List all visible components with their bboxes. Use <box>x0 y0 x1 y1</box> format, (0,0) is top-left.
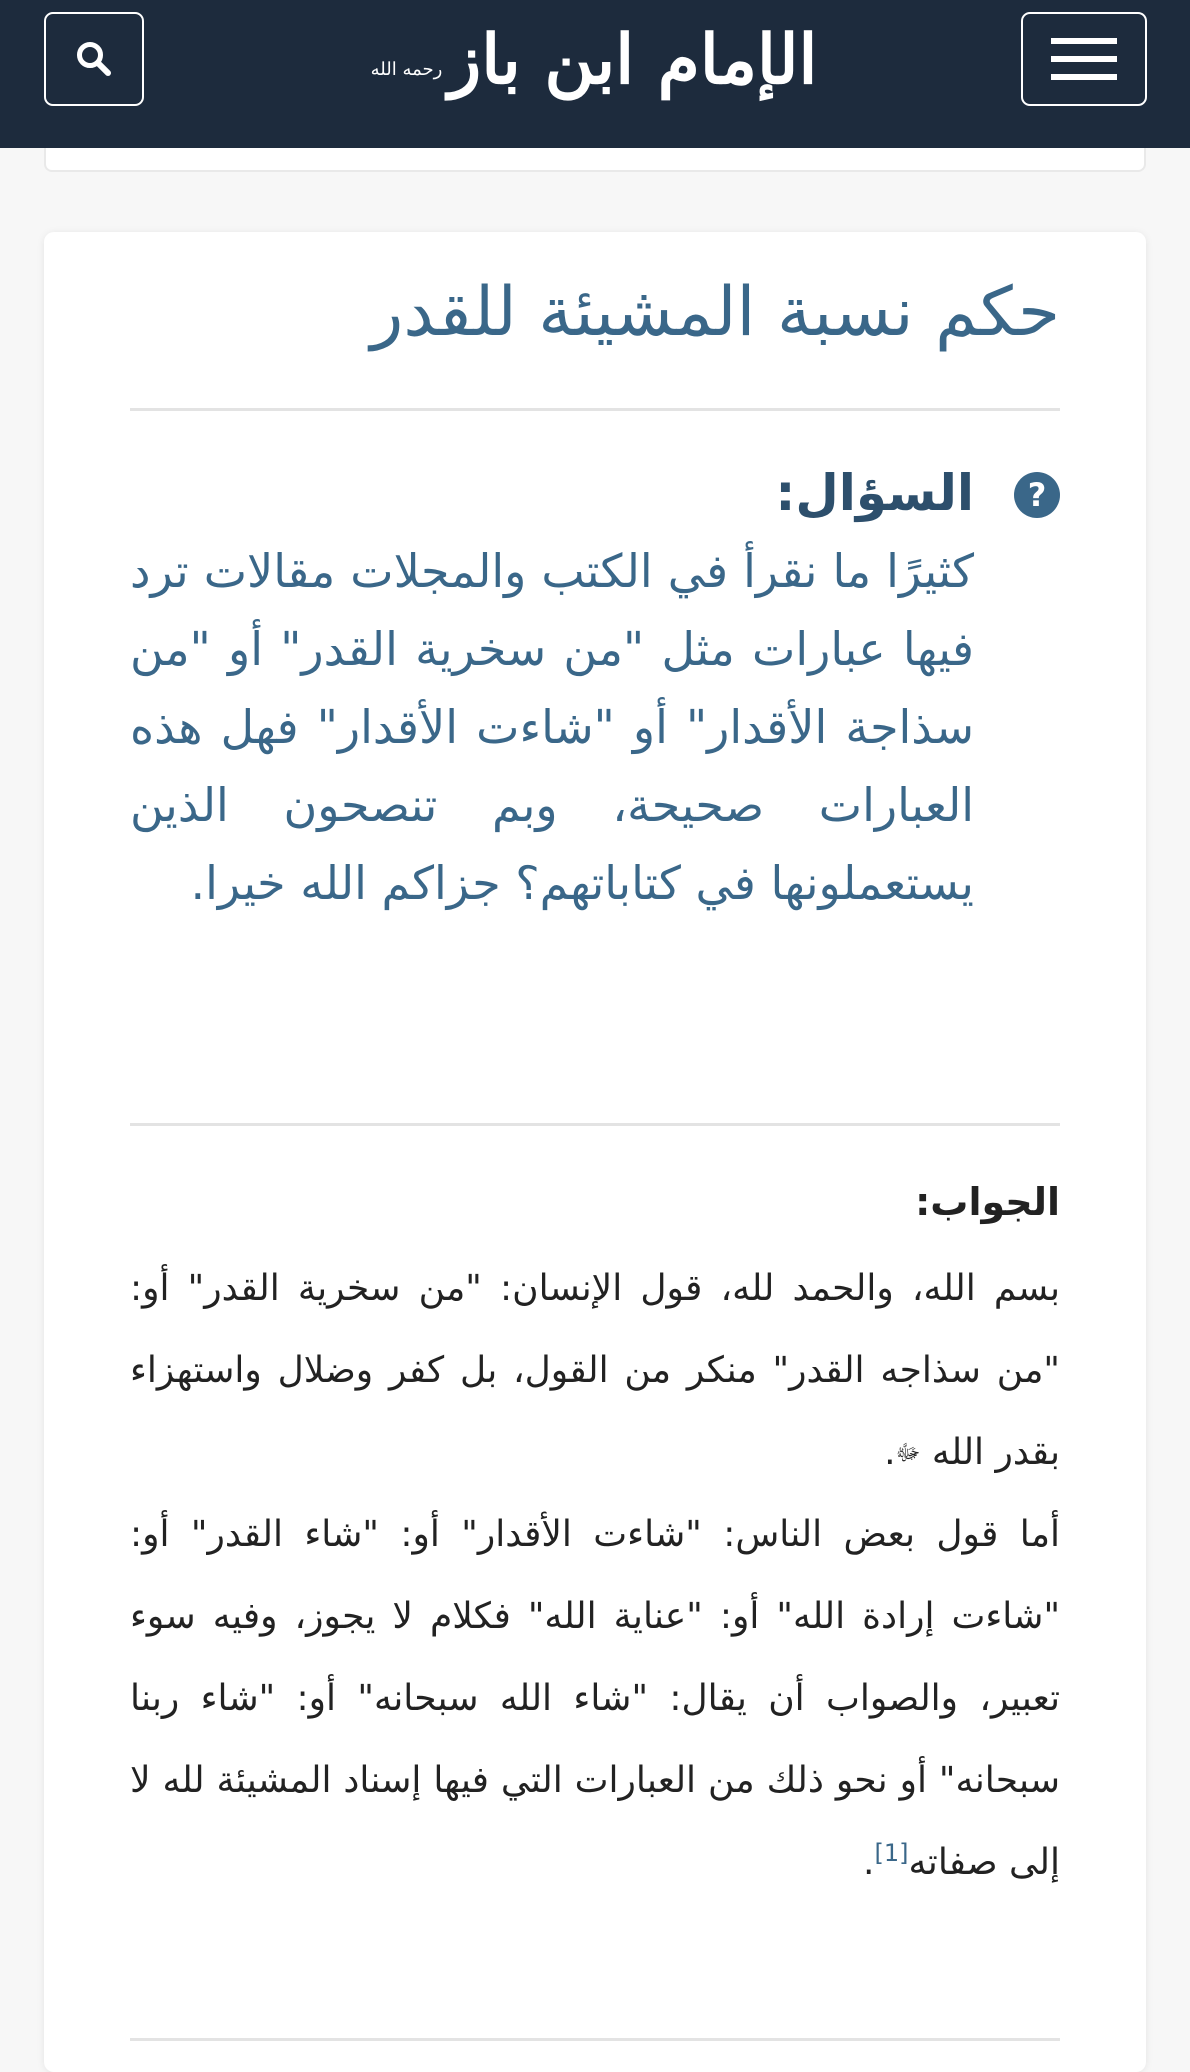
menu-button[interactable] <box>1021 12 1147 106</box>
answer-paragraph-2-text: أما قول بعض الناس: "شاءت الأقدار" أو: "شاء القدر" أو: "شاءت إرادة الله" أو: "عناية الله" فكلام لا يجوز، وفيه سوء تعبير، والصواب أن يقال: "شاء الله سبحانه" أو: "شاء ربنا سبحانه" أو نحو ذلك من العبارات التي فيها إسناد المشيئة لله لا إلى صفاته <box>130 1514 1060 1883</box>
search-icon <box>74 39 114 79</box>
question-text: كثيرًا ما نقرأ في الكتب والمجلات مقالات ترد فيها عبارات مثل "من سخرية القدر" أو "من سذاجة الأقدار" أو "شاءت الأقدار" فهل هذه العبارات صحيحة، وبم تنصحون الذين يستعملونها في كتاباتهم؟ جزاكم الله خيرا. <box>130 544 974 910</box>
logo-honorific: رحمه الله <box>370 59 443 80</box>
answer-paragraph-1-end: . <box>884 1432 896 1473</box>
honorific-mark: ﷻ <box>895 1441 921 1466</box>
hamburger-menu-icon <box>1051 36 1117 82</box>
question-divider <box>130 1123 1060 1126</box>
answer-paragraph-1 <box>130 1248 1060 1495</box>
title-divider <box>130 408 1060 411</box>
answer-paragraph-2 <box>130 1494 1060 1904</box>
site-logo[interactable] <box>370 0 818 120</box>
logo-text: الإمام ابن باز <box>448 20 818 100</box>
answer-divider <box>130 2038 1060 2041</box>
footnote-link[interactable]: [1] <box>874 1839 909 1867</box>
question-label: السؤال: <box>775 464 974 522</box>
site-header <box>0 0 1190 148</box>
answer-paragraph-1-text: بسم الله، والحمد لله، قول الإنسان: "من سخرية القدر" أو: "من سذاجه القدر" منكر من القول، بل كفر وضلال واستهزاء بقدر الله <box>130 1268 1060 1473</box>
article-title: حكم نسبة المشيئة للقدر <box>370 273 1060 352</box>
question-circle-icon: ? <box>1014 472 1060 518</box>
previous-card-edge <box>44 148 1146 172</box>
answer-label: الجواب: <box>915 1180 1060 1224</box>
search-button[interactable] <box>44 12 144 106</box>
answer-paragraph-2-end: . <box>863 1842 875 1883</box>
